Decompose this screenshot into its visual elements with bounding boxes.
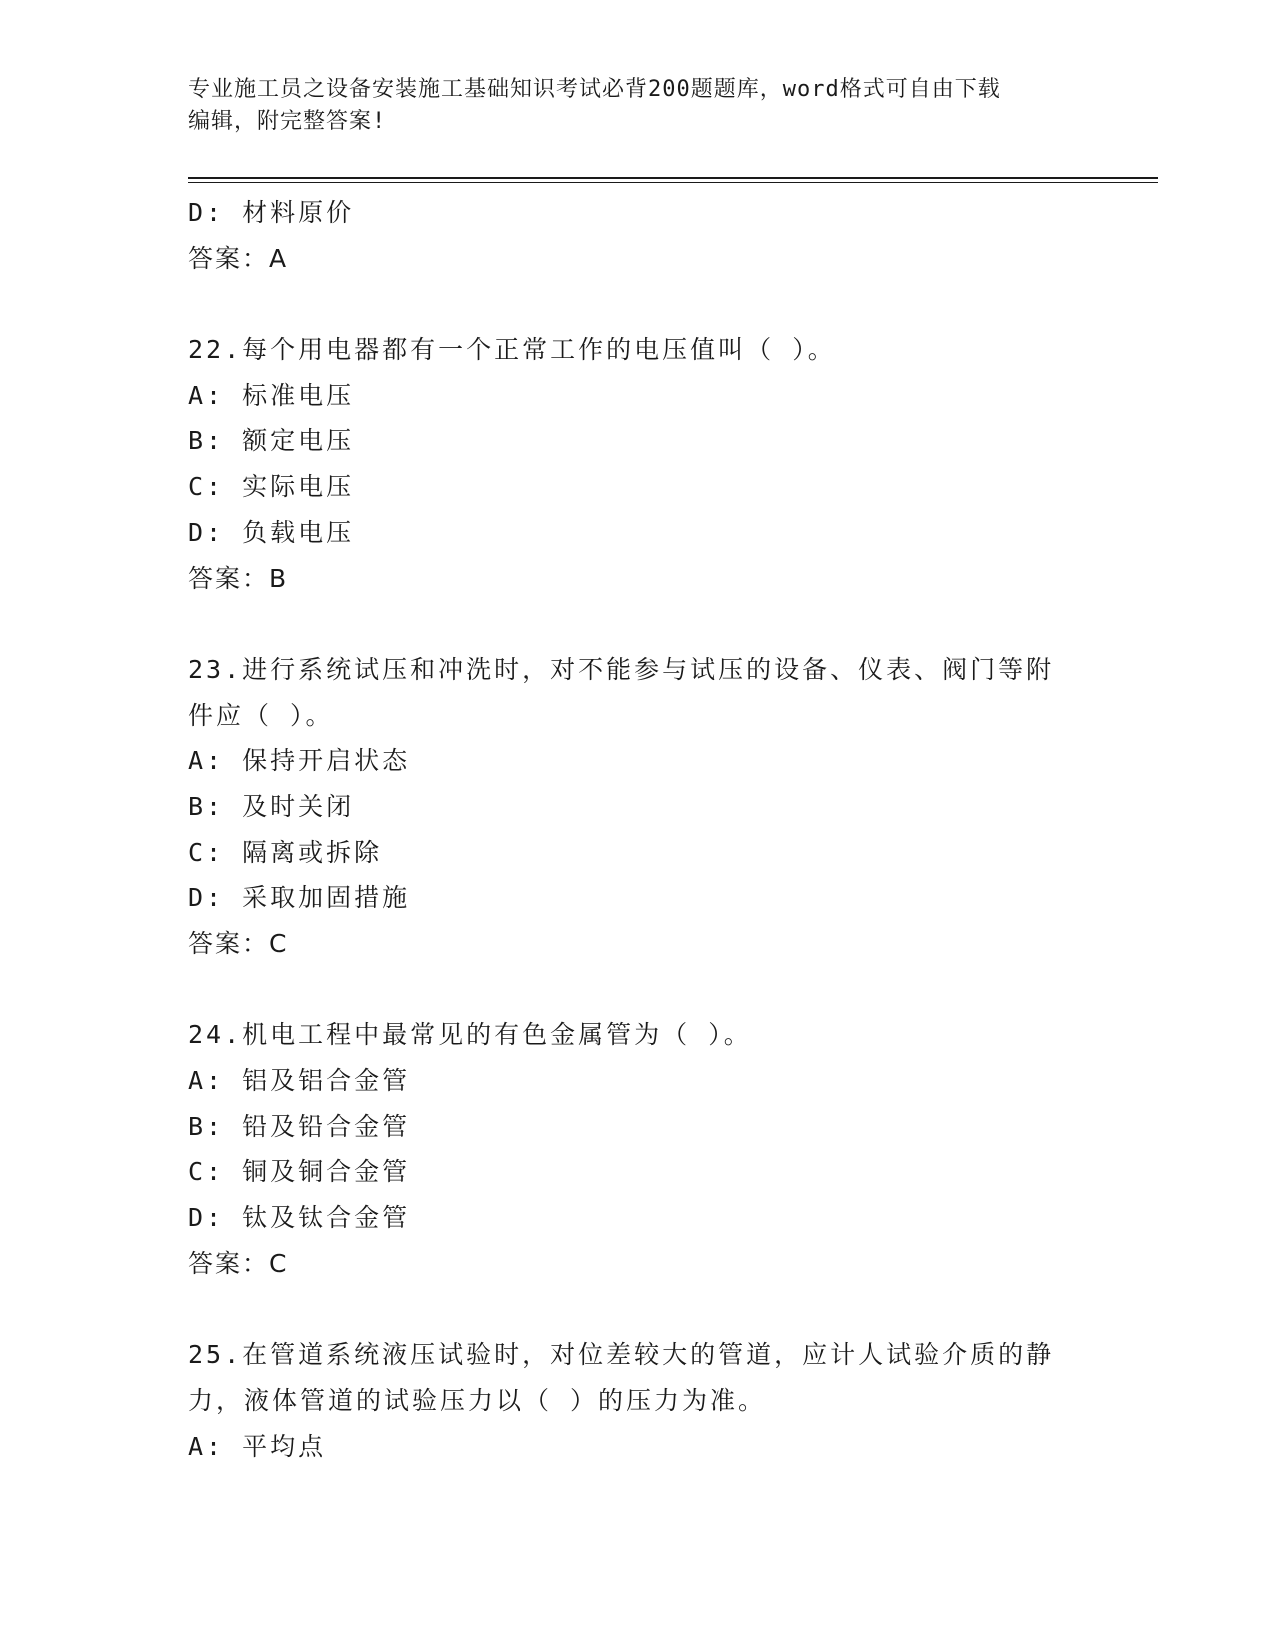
option-d: D: 采取加固措施 bbox=[188, 883, 411, 913]
question-stem: 23.进行系统试压和冲洗时，对不能参与试压的设备、仪表、阀门等附 bbox=[188, 654, 1055, 684]
answer: 答案：C bbox=[188, 1248, 289, 1278]
option-a: A: 标准电压 bbox=[188, 380, 355, 410]
document-header bbox=[188, 74, 1078, 138]
question-24 bbox=[188, 1012, 1088, 1286]
option-b: B: 铅及铅合金管 bbox=[188, 1111, 411, 1141]
question-stem: 24.机电工程中最常见的有色金属管为（ ）。 bbox=[188, 1020, 752, 1050]
option-c: C: 实际电压 bbox=[188, 472, 355, 502]
question-stem-continued: 力，液体管道的试验压力以（ ）的压力为准。 bbox=[188, 1385, 767, 1415]
option-a: A: 铝及铝合金管 bbox=[188, 1066, 411, 1096]
previous-question-answer: 答案：A bbox=[188, 243, 289, 273]
option-d: D: 负载电压 bbox=[188, 517, 355, 547]
question-stem: 22.每个用电器都有一个正常工作的电压值叫（ ）。 bbox=[188, 335, 836, 365]
question-stem-continued: 件应（ ）。 bbox=[188, 700, 334, 730]
question-list bbox=[188, 190, 1088, 1469]
question-22 bbox=[188, 327, 1088, 601]
question-stem: 25.在管道系统液压试验时，对位差较大的管道，应计人试验介质的静 bbox=[188, 1340, 1055, 1370]
spacer bbox=[188, 281, 1088, 327]
option-b: B: 及时关闭 bbox=[188, 791, 355, 821]
option-a: A: 平均点 bbox=[188, 1431, 327, 1461]
option-c: C: 隔离或拆除 bbox=[188, 837, 383, 867]
option-a: A: 保持开启状态 bbox=[188, 746, 411, 776]
question-23 bbox=[188, 647, 1088, 967]
header-title-line-1: 专业施工员之设备安装施工基础知识考试必背200题题库，word格式可自由下载 bbox=[188, 77, 1001, 102]
spacer bbox=[188, 1287, 1088, 1333]
option-c: C: 铜及铜合金管 bbox=[188, 1157, 411, 1187]
header-rule-thin bbox=[188, 182, 1158, 183]
option-b: B: 额定电压 bbox=[188, 426, 355, 456]
answer: 答案：C bbox=[188, 929, 289, 958]
header-title-line-2: 编辑，附完整答案! bbox=[188, 109, 387, 134]
answer: 答案：B bbox=[188, 563, 289, 593]
header-rule-thick bbox=[188, 177, 1158, 179]
spacer bbox=[188, 601, 1088, 647]
option-d: D: 钛及钛合金管 bbox=[188, 1203, 411, 1233]
previous-question-option-d: D: 材料原价 bbox=[188, 198, 355, 227]
question-25 bbox=[188, 1332, 1088, 1469]
spacer bbox=[188, 967, 1088, 1013]
